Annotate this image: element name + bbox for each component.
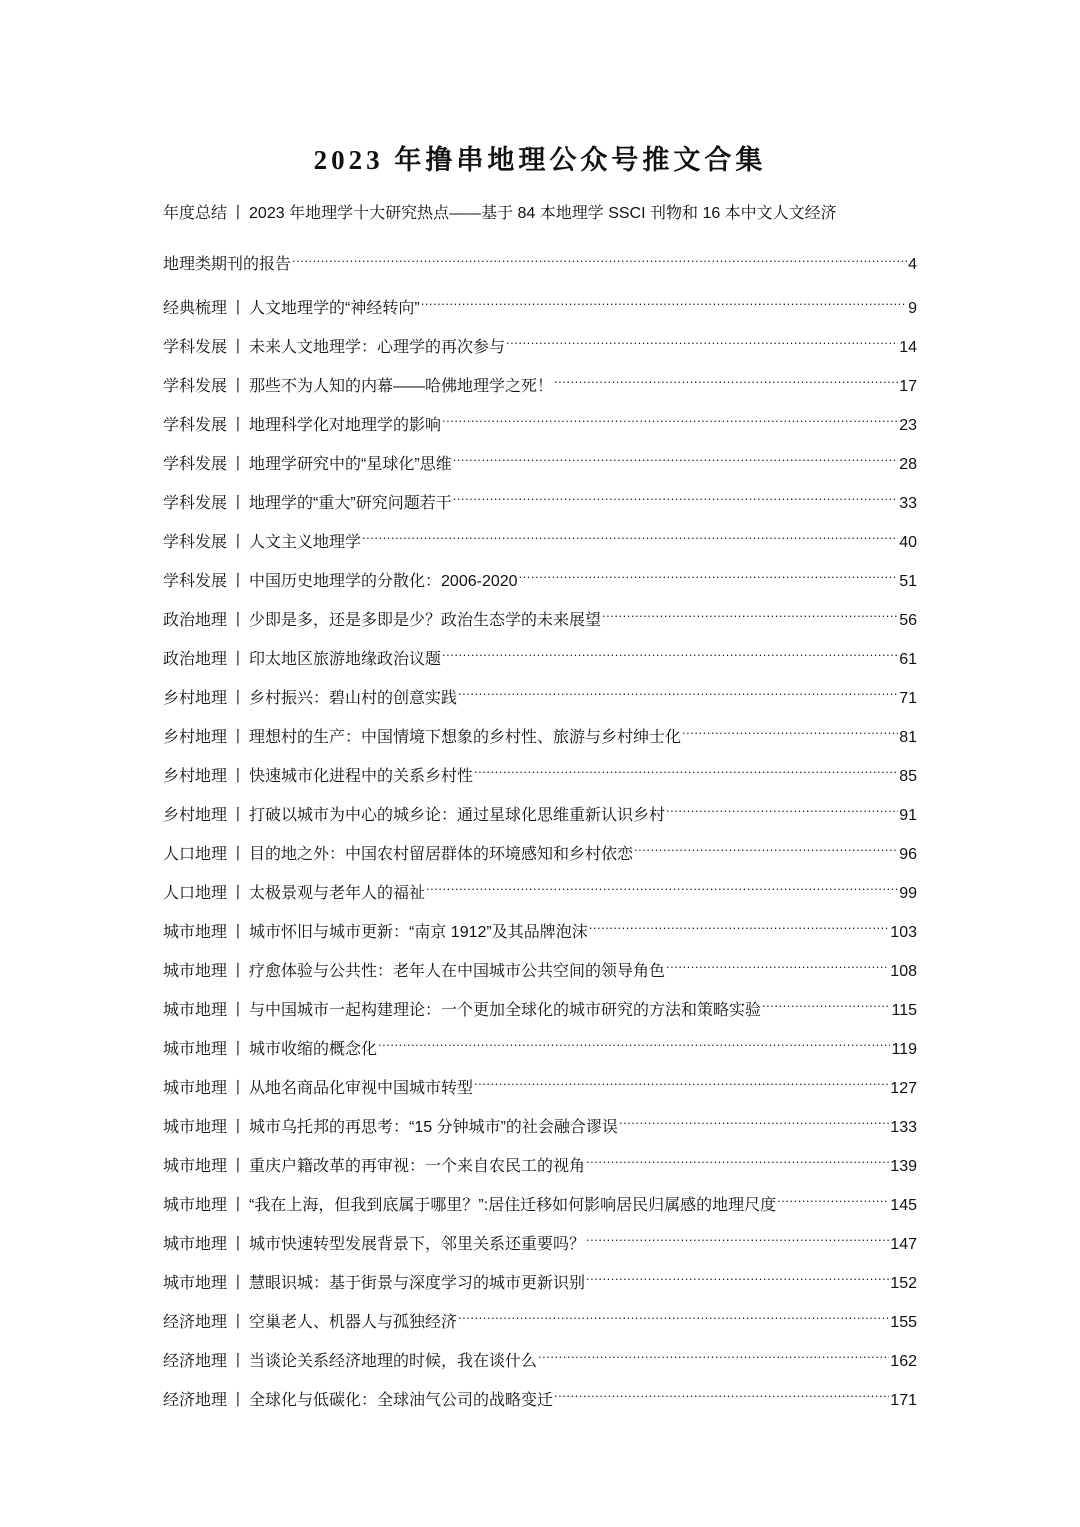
toc-category: 经典梳理	[163, 300, 228, 317]
dot-leader	[589, 898, 890, 937]
toc-title: 快速城市化进程中的关系乡村性	[249, 768, 474, 785]
toc-title: 太极景观与老年人的福祉	[249, 885, 426, 902]
toc-page-number: 108	[890, 963, 917, 980]
toc-title: 打破以城市为中心的城乡论：通过星球化思维重新认识乡村	[249, 807, 666, 824]
dot-leader	[458, 664, 898, 703]
dot-leader	[762, 976, 890, 1015]
toc-separator: 丨	[230, 1080, 247, 1097]
toc-separator: 丨	[230, 651, 247, 668]
toc-separator: 丨	[230, 768, 247, 785]
dot-leader	[602, 586, 898, 625]
dot-leader	[777, 1171, 889, 1210]
toc-category: 经济地理	[163, 1314, 228, 1331]
toc-title: 城市乌托邦的再思考：“15 分钟城市”的社会融合谬误	[249, 1119, 618, 1136]
toc-title: 当谈论关系经济地理的时候，我在谈什么	[249, 1353, 538, 1370]
toc-title: 从地名商品化审视中国城市转型	[249, 1080, 474, 1097]
toc-page-number: 171	[890, 1392, 917, 1409]
toc-title: 地理科学化对地理学的影响	[249, 417, 442, 434]
toc-category: 学科发展	[163, 417, 228, 434]
toc-title: “我在上海，但我到底属于哪里？”:居住迁移如何影响居民归属感的地理尺度	[249, 1197, 777, 1214]
toc-page-number: 28	[899, 456, 917, 473]
toc-page-number: 33	[899, 495, 917, 512]
table-of-contents	[163, 196, 917, 1409]
dot-leader	[474, 742, 898, 781]
toc-page-number: 9	[908, 300, 917, 317]
dot-leader	[554, 1366, 889, 1405]
toc-separator: 丨	[230, 1392, 247, 1409]
toc-page-number: 147	[890, 1236, 917, 1253]
toc-category: 乡村地理	[163, 729, 228, 746]
toc-page-number: 71	[899, 690, 917, 707]
toc-page-number: 133	[890, 1119, 917, 1136]
toc-page-number: 155	[890, 1314, 917, 1331]
toc-separator: 丨	[230, 1041, 247, 1058]
document-title: 2023 年撸串地理公众号推文合集	[313, 145, 767, 175]
toc-title: 乡村振兴：碧山村的创意实践	[249, 690, 458, 707]
dot-leader	[426, 859, 898, 898]
dot-leader	[619, 1093, 889, 1132]
toc-category: 城市地理	[163, 1080, 228, 1097]
toc-page-number: 115	[891, 1002, 917, 1019]
toc-category: 城市地理	[163, 1236, 228, 1253]
toc-category: 学科发展	[163, 573, 228, 590]
toc-page-number: 56	[899, 612, 917, 629]
toc-title: 目的地之外：中国农村留居群体的环境感知和乡村依恋	[249, 846, 634, 863]
dot-leader	[453, 430, 899, 469]
toc-category: 城市地理	[163, 924, 228, 941]
dot-leader	[666, 937, 889, 976]
toc-separator: 丨	[230, 690, 247, 707]
toc-separator: 丨	[230, 300, 247, 317]
toc-page-number: 152	[890, 1275, 917, 1292]
toc-separator: 丨	[230, 1236, 247, 1253]
toc-separator: 丨	[230, 729, 247, 746]
dot-leader	[506, 313, 898, 352]
dot-leader	[554, 352, 898, 391]
toc-page-number: 119	[891, 1041, 917, 1058]
toc-category: 城市地理	[163, 1275, 228, 1292]
toc-title-continued: 地理类期刊的报告	[163, 256, 292, 273]
toc-separator: 丨	[230, 1197, 247, 1214]
toc-category: 城市地理	[163, 1158, 228, 1175]
toc-category: 城市地理	[163, 1002, 228, 1019]
toc-category: 乡村地理	[163, 807, 228, 824]
toc-page-number: 85	[899, 768, 917, 785]
toc-title: 印太地区旅游地缘政治议题	[249, 651, 442, 668]
dot-leader	[666, 781, 898, 820]
toc-page-number: 51	[899, 573, 917, 590]
toc-page-number: 103	[890, 924, 917, 941]
toc-separator: 丨	[230, 456, 247, 473]
toc-page-number: 81	[899, 729, 917, 746]
toc-category: 乡村地理	[163, 768, 228, 785]
toc-title: 理想村的生产：中国情境下想象的乡村性、旅游与乡村绅士化	[249, 729, 682, 746]
toc-entry-line2	[163, 235, 917, 274]
toc-separator: 丨	[230, 339, 247, 356]
dot-leader	[292, 235, 907, 269]
toc-page-number: 96	[899, 846, 917, 863]
toc-separator: 丨	[230, 846, 247, 863]
dot-leader	[538, 1327, 889, 1366]
toc-title: 重庆户籍改革的再审视：一个来自农民工的视角	[249, 1158, 586, 1175]
toc-title: 中国历史地理学的分散化：2006-2020	[249, 573, 518, 590]
dot-leader	[362, 508, 898, 547]
toc-category: 城市地理	[163, 1119, 228, 1136]
toc-title: 空巢老人、机器人与孤独经济	[249, 1314, 458, 1331]
toc-separator: 丨	[230, 205, 247, 222]
dot-leader	[442, 391, 898, 430]
dot-leader	[586, 1249, 889, 1288]
toc-separator: 丨	[230, 612, 247, 629]
toc-category: 城市地理	[163, 1041, 228, 1058]
toc-title: 2023 年地理学十大研究热点——基于 84 本地理学 SSCI 刊物和 16 本中文人文经济	[249, 205, 837, 222]
dot-leader	[458, 1288, 889, 1327]
toc-category: 经济地理	[163, 1392, 228, 1409]
toc-title: 人文主义地理学	[249, 534, 362, 551]
toc-page-number: 99	[899, 885, 917, 902]
toc-title: 城市收缩的概念化	[249, 1041, 378, 1058]
dot-leader	[442, 625, 898, 664]
toc-page-number: 145	[890, 1197, 917, 1214]
toc-entry[interactable]	[163, 196, 917, 274]
toc-separator: 丨	[230, 1002, 247, 1019]
toc-title: 那些不为人知的内幕——哈佛地理学之死！	[249, 378, 554, 395]
toc-title: 城市怀旧与城市更新：“南京 1912”及其品牌泡沫	[249, 924, 588, 941]
toc-page-number: 23	[899, 417, 917, 434]
dot-leader	[421, 274, 907, 313]
toc-category: 政治地理	[163, 651, 228, 668]
toc-separator: 丨	[230, 1275, 247, 1292]
dot-leader	[453, 469, 899, 508]
toc-entry-line1	[163, 196, 917, 235]
toc-separator: 丨	[230, 534, 247, 551]
toc-page-number: 127	[890, 1080, 917, 1097]
toc-separator: 丨	[230, 1353, 247, 1370]
toc-title: 少即是多，还是多即是少？政治生态学的未来展望	[249, 612, 602, 629]
toc-title: 地理学的“重大”研究问题若干	[249, 495, 452, 512]
toc-title: 与中国城市一起构建理论：一个更加全球化的城市研究的方法和策略实验	[249, 1002, 762, 1019]
toc-page-number: 91	[899, 807, 917, 824]
toc-title: 城市快速转型发展背景下，邻里关系还重要吗？	[249, 1236, 586, 1253]
toc-separator: 丨	[230, 1119, 247, 1136]
dot-leader	[586, 1132, 889, 1171]
toc-category: 人口地理	[163, 846, 228, 863]
toc-page-number: 162	[890, 1353, 917, 1370]
toc-title: 未来人文地理学：心理学的再次参与	[249, 339, 506, 356]
dot-leader	[519, 547, 899, 586]
toc-separator: 丨	[230, 417, 247, 434]
toc-separator: 丨	[230, 963, 247, 980]
toc-category: 学科发展	[163, 378, 228, 395]
toc-category: 政治地理	[163, 612, 228, 629]
toc-category: 城市地理	[163, 963, 228, 980]
toc-category: 学科发展	[163, 495, 228, 512]
toc-separator: 丨	[230, 1158, 247, 1175]
toc-title: 慧眼识城：基于街景与深度学习的城市更新识别	[249, 1275, 586, 1292]
toc-title: 地理学研究中的“星球化”思维	[249, 456, 452, 473]
toc-list	[163, 274, 917, 1409]
toc-category: 学科发展	[163, 534, 228, 551]
toc-separator: 丨	[230, 378, 247, 395]
toc-page-number: 61	[899, 651, 917, 668]
toc-category: 经济地理	[163, 1353, 228, 1370]
dot-leader	[378, 1015, 890, 1054]
toc-page-number: 14	[899, 339, 917, 356]
toc-title: 人文地理学的“神经转向”	[249, 300, 420, 317]
dot-leader	[682, 703, 898, 742]
toc-category: 人口地理	[163, 885, 228, 902]
toc-category: 乡村地理	[163, 690, 228, 707]
dot-leader	[634, 820, 898, 859]
toc-separator: 丨	[230, 924, 247, 941]
dot-leader	[474, 1054, 889, 1093]
toc-separator: 丨	[230, 573, 247, 590]
toc-separator: 丨	[230, 1314, 247, 1331]
toc-page-number: 40	[899, 534, 917, 551]
toc-page-number: 139	[890, 1158, 917, 1175]
toc-category: 学科发展	[163, 339, 228, 356]
toc-separator: 丨	[230, 885, 247, 902]
toc-category: 年度总结	[163, 205, 228, 222]
toc-title: 全球化与低碳化：全球油气公司的战略变迁	[249, 1392, 554, 1409]
toc-category: 城市地理	[163, 1197, 228, 1214]
toc-category: 学科发展	[163, 456, 228, 473]
toc-separator: 丨	[230, 807, 247, 824]
toc-title: 疗愈体验与公共性：老年人在中国城市公共空间的领导角色	[249, 963, 666, 980]
toc-separator: 丨	[230, 495, 247, 512]
toc-page-number: 4	[908, 256, 917, 273]
toc-page-number: 17	[899, 378, 917, 395]
dot-leader	[586, 1210, 889, 1249]
